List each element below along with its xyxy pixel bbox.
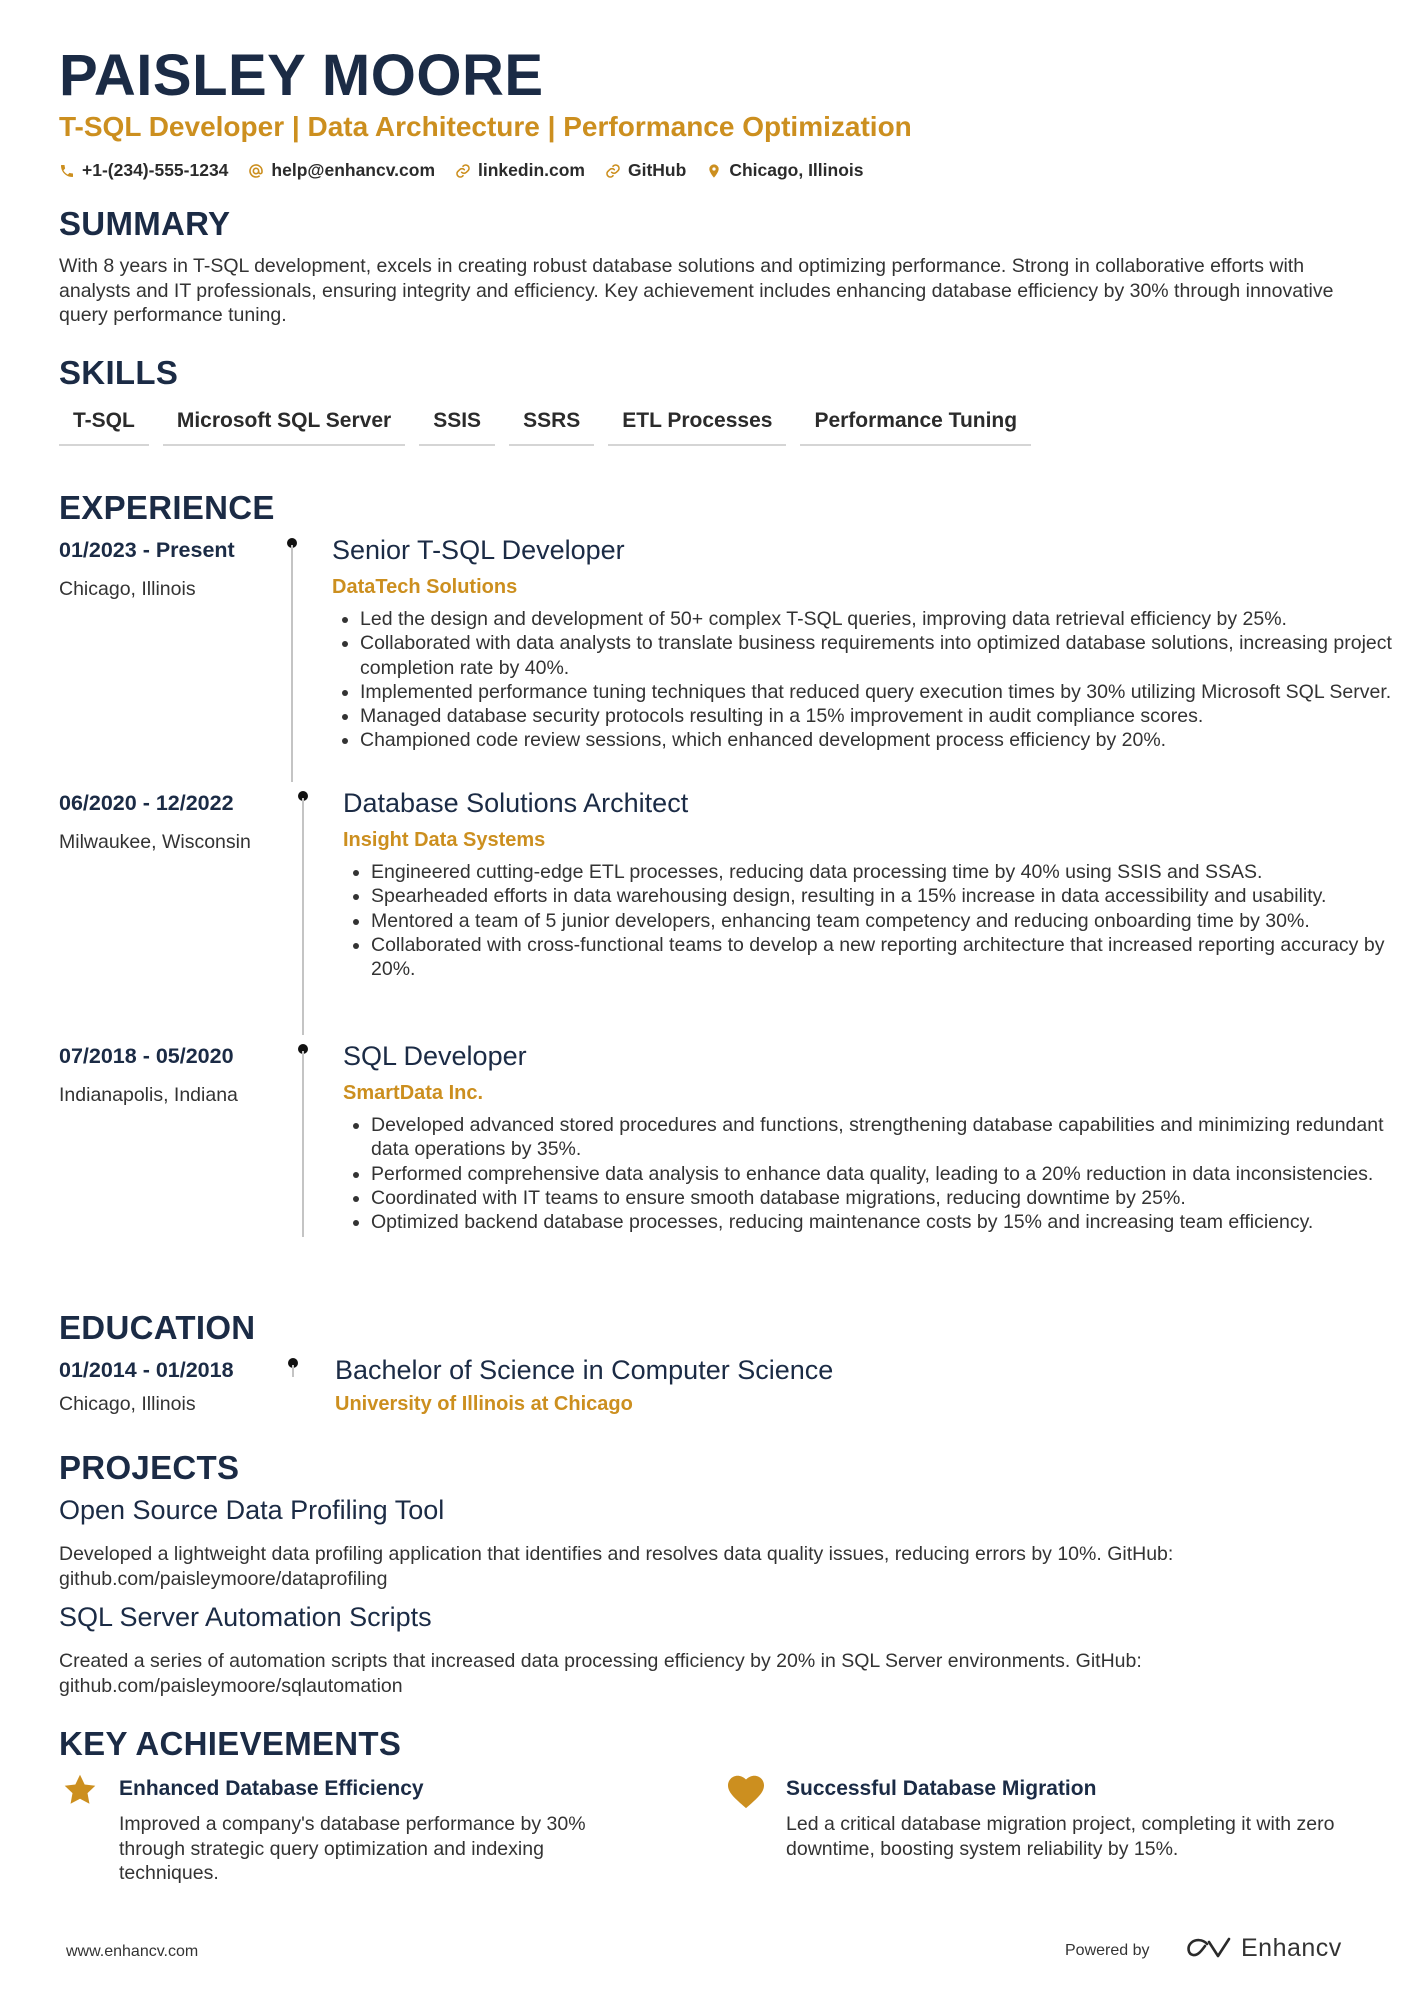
- footer-url[interactable]: www.enhancv.com: [66, 1943, 199, 1960]
- contact-phone[interactable]: [59, 160, 228, 181]
- contact-location-text: Chicago, Illinois: [729, 160, 864, 180]
- job-bullet: • Collaborated with data analysts to translate business requirements into optimized database solutions, increasing project completion rate by 40%.: [360, 631, 1393, 680]
- link-icon: [455, 163, 471, 179]
- project-title: Open Source Data Profiling Tool: [59, 1495, 445, 1525]
- achievements-heading: KEY ACHIEVEMENTS: [59, 1725, 402, 1762]
- location-pin-icon: [706, 163, 722, 179]
- phone-icon: [59, 163, 75, 179]
- achievement-title: Enhanced Database Efficiency: [119, 1777, 424, 1800]
- skills-heading: SKILLS: [59, 354, 179, 391]
- skill-tag: T-SQL: [59, 406, 149, 446]
- degree-title: Bachelor of Science in Computer Science: [335, 1355, 834, 1385]
- job-bullet: • Developed advanced stored procedures and functions, strengthening database capabilities and minimizing redundant data operations by 35%.: [371, 1113, 1393, 1162]
- project-title: SQL Server Automation Scripts: [59, 1602, 432, 1632]
- school-name: University of Illinois at Chicago: [335, 1393, 633, 1415]
- skill-tag: SSIS: [419, 406, 495, 446]
- project-description: Developed a lightweight data profiling application that identifies and resolves data quality issues, reducing errors by 10%. GitHub: github.com/paisleymoore/dataprofiling: [59, 1543, 1174, 1590]
- contact-github[interactable]: [605, 160, 686, 181]
- candidate-name: PAISLEY MOORE: [59, 43, 544, 108]
- timeline-line: [291, 545, 293, 782]
- contact-bar: [59, 160, 864, 181]
- enhancv-logo-icon: [1185, 1936, 1233, 1962]
- skill-tag: ETL Processes: [608, 406, 786, 446]
- job-location: Indianapolis, Indiana: [59, 1084, 238, 1106]
- star-icon: [62, 1772, 98, 1808]
- education-heading: EDUCATION: [59, 1309, 256, 1346]
- contact-location: [706, 160, 863, 181]
- timeline-line: [292, 1365, 294, 1377]
- project-description: Created a series of automation scripts that increased data processing efficiency by 20% in SQL Server environments. GitHub: github.com/paisleymoore/sqlautomation: [59, 1650, 1142, 1697]
- job-bullet: • Performed comprehensive data analysis to enhance data quality, leading to a 20% reduction in data inconsistencies.: [371, 1162, 1393, 1186]
- headline: T-SQL Developer | Data Architecture | Performance Optimization: [59, 111, 912, 142]
- skills-list: [59, 406, 1031, 446]
- achievement-title: Successful Database Migration: [786, 1777, 1097, 1800]
- job-location: Milwaukee, Wisconsin: [59, 831, 251, 853]
- job-dates: 01/2023 - Present: [59, 538, 235, 562]
- summary-text: With 8 years in T-SQL development, excels in creating robust database solutions and optimizing performance. Strong in collaborative efforts with analysts and IT professionals, ensuring integrity and efficiency. Key achievement includes enhancing database efficiency by 30% through innovative query performance tuning.: [59, 255, 1334, 326]
- job-title: Senior T-SQL Developer: [332, 535, 625, 565]
- job-bullets: [348, 860, 1393, 981]
- timeline-line: [302, 798, 304, 1035]
- job-bullet: • Engineered cutting-edge ETL processes, reducing data processing time by 40% using SSIS and SSAS.: [371, 860, 1393, 884]
- contact-phone-text: +1-(234)-555-1234: [82, 160, 229, 180]
- enhancv-logo-text: Enhancv: [1241, 1934, 1342, 1962]
- education-dates: 01/2014 - 01/2018: [59, 1358, 234, 1382]
- contact-email[interactable]: [248, 160, 435, 181]
- link-icon: [605, 163, 621, 179]
- company-name: Insight Data Systems: [343, 829, 546, 851]
- skill-tag: Microsoft SQL Server: [163, 406, 405, 446]
- company-name: SmartData Inc.: [343, 1082, 484, 1104]
- contact-email-text: help@enhancv.com: [271, 160, 436, 180]
- job-title: SQL Developer: [343, 1041, 527, 1071]
- job-title: Database Solutions Architect: [343, 788, 689, 818]
- company-name: DataTech Solutions: [332, 576, 518, 598]
- job-bullets: [337, 607, 1393, 753]
- job-bullet: • Mentored a team of 5 junior developers, enhancing team competency and reducing onboarding time by 30%.: [371, 909, 1393, 933]
- achievement-description: Improved a company's database performance by 30% through strategic query optimization and indexing techniques.: [119, 1813, 586, 1884]
- powered-by-label: Powered by: [1065, 1942, 1150, 1959]
- contact-linkedin-text: linkedin.com: [478, 160, 585, 180]
- job-bullet: • Championed code review sessions, which enhanced development process efficiency by 20%.: [360, 728, 1393, 752]
- job-bullets: [348, 1113, 1393, 1234]
- job-dates: 06/2020 - 12/2022: [59, 791, 234, 815]
- contact-github-text: GitHub: [627, 160, 687, 180]
- education-location: Chicago, Illinois: [59, 1393, 196, 1415]
- job-bullet: • Led the design and development of 50+ complex T-SQL queries, improving data retrieval efficiency by 25%.: [360, 607, 1393, 631]
- experience-heading: EXPERIENCE: [59, 489, 275, 526]
- at-icon: [248, 163, 264, 179]
- job-bullet: • Optimized backend database processes, reducing maintenance costs by 15% and increasing team efficiency.: [371, 1210, 1393, 1234]
- job-bullet: • Coordinated with IT teams to ensure smooth database migrations, reducing downtime by 25%.: [371, 1186, 1393, 1210]
- job-dates: 07/2018 - 05/2020: [59, 1044, 234, 1068]
- heart-icon: [726, 1773, 766, 1809]
- job-location: Chicago, Illinois: [59, 578, 196, 600]
- skill-tag: Performance Tuning: [800, 406, 1031, 446]
- enhancv-logo[interactable]: [1185, 1934, 1342, 1963]
- summary-heading: SUMMARY: [59, 205, 231, 242]
- timeline-line: [302, 1051, 304, 1237]
- projects-heading: PROJECTS: [59, 1449, 240, 1486]
- contact-linkedin[interactable]: [455, 160, 585, 181]
- job-bullet: • Spearheaded efforts in data warehousing design, resulting in a 15% increase in data accessibility and usability.: [371, 884, 1393, 908]
- job-bullet: • Implemented performance tuning techniques that reduced query execution times by 30% utilizing Microsoft SQL Server.: [360, 680, 1393, 704]
- job-bullet: • Collaborated with cross-functional teams to develop a new reporting architecture that increased reporting accuracy by 20%.: [371, 933, 1393, 982]
- achievement-description: Led a critical database migration project, completing it with zero downtime, boosting system reliability by 15%.: [786, 1813, 1335, 1860]
- job-bullet: • Managed database security protocols resulting in a 15% improvement in audit compliance scores.: [360, 704, 1393, 728]
- skill-tag: SSRS: [509, 406, 594, 446]
